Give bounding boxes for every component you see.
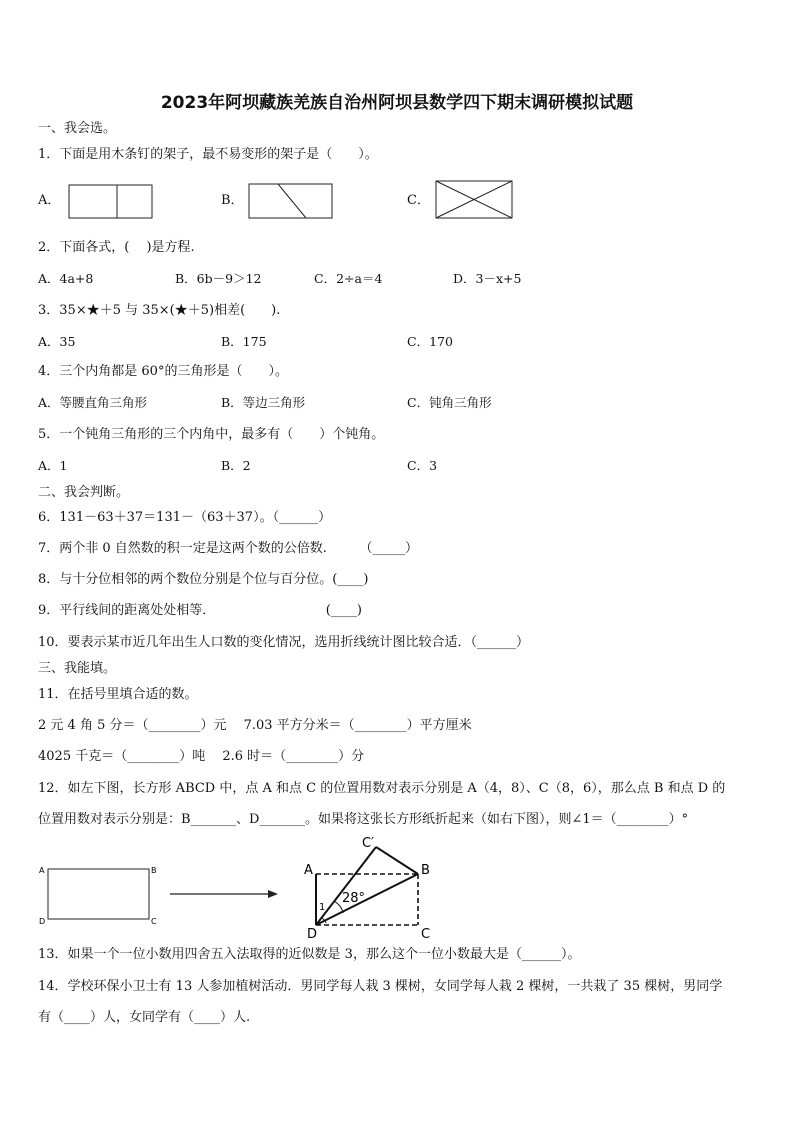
q1-frame-b (248, 183, 334, 220)
angle-label-1: 1 (319, 902, 326, 913)
question-1-stem: 1．下面是用木条钉的架子，最不易变形的架子是（ ）。 (38, 147, 378, 162)
q5-option-b: B．2 (221, 458, 251, 473)
question-12-line-1: 12．如左下图，长方形 ABCD 中，点 A 和点 C 的位置用数对表示分别是 A（4，8）、C（8，6），那么点 B 和点 D 的 (38, 781, 726, 796)
question-5-stem: 5．一个钝角三角形的三个内角中，最多有（ ）个钝角。 (38, 427, 385, 442)
rectangle-abcd (48, 869, 149, 919)
label-c: C (151, 917, 157, 926)
q3-option-b: B．175 (221, 334, 267, 349)
q3-option-a: A．35 (38, 334, 76, 349)
q3-option-c: C．170 (407, 334, 453, 349)
q12-rectangle-figure (36, 862, 166, 928)
section-heading-choose: 一、我会选。 (38, 121, 117, 136)
fold-label-c: C (421, 927, 431, 942)
fold-label-a: A (304, 863, 313, 878)
q2-option-b: B．6b－9＞12 (175, 271, 262, 286)
section-heading-fill: 三、我能填。 (38, 661, 117, 676)
question-7: 7．两个非 0 自然数的积一定是这两个数的公倍数. （_____） (38, 541, 418, 556)
section-heading-judge: 二、我会判断。 (38, 485, 130, 500)
question-14-line-2: 有（____）人，女同学有（____）人. (38, 1010, 251, 1025)
q5-option-a: A．1 (38, 458, 68, 473)
fold-label-c-prime: C′ (362, 836, 375, 851)
question-11-line-2: 4025 千克＝（________）吨 2.6 时＝（________）分 (38, 749, 365, 764)
edge-dc-prime (316, 847, 376, 925)
fold-label-d: D (307, 927, 318, 942)
page-title: 2023年阿坝藏族羌族自治州阿坝县数学四下期末调研模拟试题 (160, 93, 634, 113)
q1-option-b-label: B． (221, 193, 244, 208)
question-4-stem: 4．三个内角都是 60°的三角形是（ ）。 (38, 364, 288, 379)
question-13: 13．如果一个一位小数用四舍五入法取得的近似数是 3，那么这个一位小数最大是（______）。 (38, 947, 581, 962)
question-12-line-2: 位置用数对表示分别是：B_______、D_______。如果将这张长方形纸折起来（如右下图），则∠1＝（________）° (38, 812, 689, 827)
q12-folded-figure (298, 834, 448, 942)
question-2-stem: 2．下面各式，( )是方程. (38, 240, 195, 255)
fold-line-db (316, 874, 418, 925)
q2-option-d: D．3－x+5 (453, 271, 522, 286)
fold-label-b: B (421, 863, 430, 878)
q4-option-b: B．等边三角形 (221, 395, 306, 410)
q4-option-a: A．等腰直角三角形 (38, 395, 148, 410)
question-9: 9．平行线间的距离处处相等． (____) (38, 603, 362, 618)
question-3-stem: 3．35×★＋5 与 35×(★＋5)相差( ). (38, 303, 281, 318)
question-11-stem: 11．在括号里填合适的数。 (38, 687, 198, 702)
label-a: A (39, 866, 45, 875)
question-11-line-1: 2 元 4 角 5 分＝（________）元 7.03 平方分米＝（________）平方厘米 (38, 718, 472, 733)
q2-option-c: C．2÷a＝4 (314, 271, 383, 286)
fold-arrow (166, 886, 282, 902)
q1-option-c-label: C． (407, 193, 430, 208)
label-d: D (39, 917, 46, 926)
q4-option-c: C．钝角三角形 (407, 395, 492, 410)
question-10: 10．要表示某市近几年出生人口数的变化情况，选用折线统计图比较合适．（______） (38, 635, 530, 650)
label-b: B (151, 866, 157, 875)
question-8: 8．与十分位相邻的两个数位分别是个位与百分位。(____) (38, 572, 369, 587)
q1-frame-c (435, 180, 514, 220)
edge-c-prime-b (376, 847, 418, 874)
q5-option-c: C．3 (407, 458, 438, 473)
q1-option-a-label: A． (38, 193, 61, 208)
question-6: 6．131－63＋37＝131－（63＋37）。（______） (38, 510, 332, 525)
q2-option-a: A．4a+8 (38, 271, 94, 286)
angle-label-28: 28° (342, 891, 366, 906)
question-14-line-1: 14．学校环保小卫士有 13 人参加植树活动．男同学每人栽 3 棵树，女同学每人栽 2 棵树，一共栽了 35 棵树，男同学 (38, 979, 723, 994)
q1-frame-a (68, 184, 154, 220)
